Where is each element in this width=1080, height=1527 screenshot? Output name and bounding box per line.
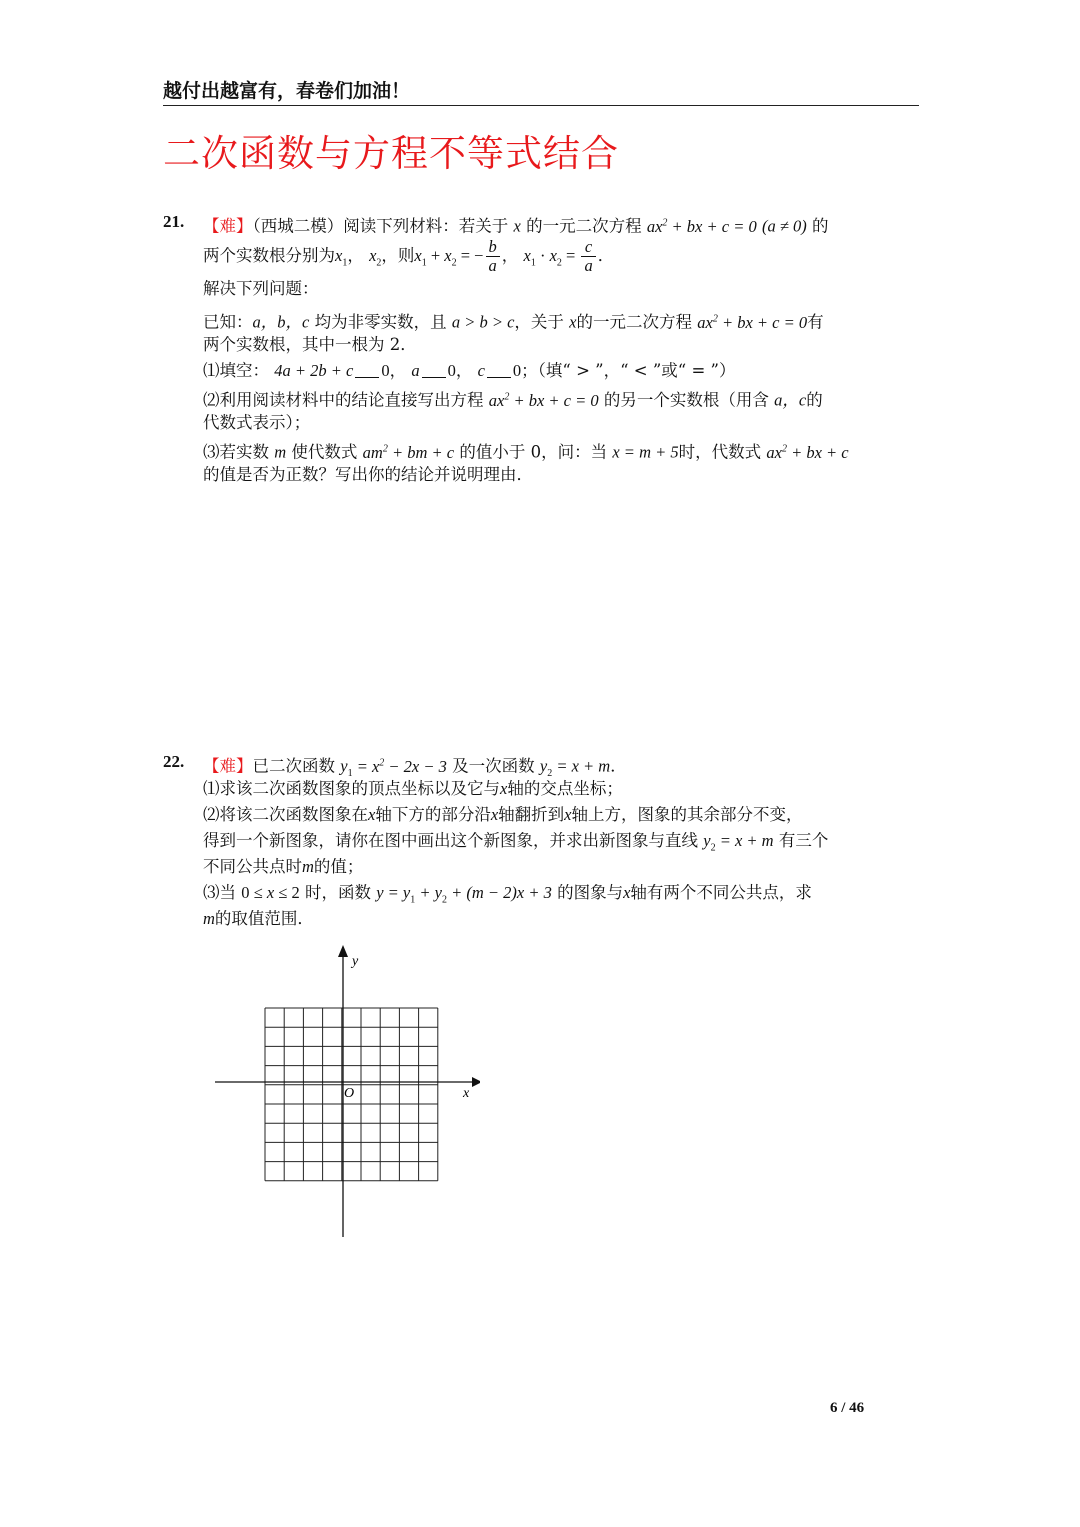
y-axis-label: y: [352, 954, 359, 969]
q22-part-2-cont: 得到一个新图象，请你在图中画出这个新图象，并求出新图象与直线 $y_2 = x + m$ 有三个: [203, 831, 829, 854]
condition: (a ≠ 0): [761, 216, 807, 236]
q22-part-2: ⑵将该二次函数图象在x轴下方的部分沿x轴翻折到x轴上方，图象的其余部分不变，: [203, 805, 803, 824]
header-rule: [163, 105, 919, 106]
x-axis-label: x: [463, 1086, 470, 1101]
text: 的另一个实数根（用含: [603, 390, 769, 410]
text: 得到一个新图象，请你在图中画出这个新图象，并求出新图象与直线: [203, 831, 698, 850]
origin-label: O: [344, 1086, 355, 1101]
text: ⑴填空：: [203, 361, 269, 380]
q22-line-1: 【难】已二次函数 $y_1 = x^2 - 2x - 3$ 及一次函数 $y_2 = x + m$．: [203, 756, 627, 779]
text: ⑶若实数: [203, 442, 269, 462]
text: 及一次函数: [452, 756, 535, 776]
text: 的一元二次方程: [526, 216, 642, 236]
text: 已知：: [203, 312, 253, 332]
y-axis-arrow-icon: [338, 945, 348, 957]
text: 阅读下列材料：若关于: [343, 216, 509, 236]
q22-part-2-cont2: 不同公共点时m的值；: [203, 857, 364, 876]
text: 时，代数式: [678, 442, 762, 462]
text: 的图象与: [557, 883, 624, 902]
q21-line-5: 两个实数根，其中一根为 2．: [203, 335, 417, 354]
question-number: 22.: [163, 752, 185, 771]
q22-part-3-cont: m的取值范围．: [203, 909, 314, 928]
text: 已二次函数: [252, 756, 335, 776]
text: 的: [806, 390, 823, 410]
answer-blank[interactable]: [355, 361, 379, 378]
q21-part-3-cont: 的值是否为正数？写出你的结论并说明理由．: [203, 465, 533, 484]
text: 轴翻折到: [498, 805, 565, 824]
text: 的值小于 0，问：当: [459, 442, 608, 462]
q22-part-3: ⑶当 0 ≤ x ≤ 2 时，函数 $y = y_1 + y_2 + (m - 2)x + 3$ 的图象与x轴有两个不同公共点，求: [203, 883, 812, 906]
text: ⑵将该二次函数图象在: [203, 805, 368, 824]
text: 轴有两个不同公共点，求: [630, 883, 812, 902]
equation: $ax^2$ + bx + c = 0: [646, 216, 757, 236]
coordinate-grid-svg: [210, 945, 480, 1245]
source-tag: （西城二模）: [252, 216, 344, 236]
text: ⑵利用阅读材料中的结论直接写出方程: [203, 390, 484, 410]
q22-part-1: ⑴求该二次函数图象的顶点坐标以及它与x轴的交点坐标；: [203, 779, 623, 798]
text: 有三个: [778, 831, 829, 850]
q21-line-4: 已知：a，b，c 均为非零实数，且 a > b > c，关于 x的一元二次方程 $ax^2$ + bx + c = 0有: [203, 312, 824, 332]
q21-part-2: ⑵利用阅读材料中的结论直接写出方程 $ax^2$ + bx + c = 0 的另一个实数根（用含 a，c的: [203, 390, 823, 410]
text: 的: [812, 216, 829, 236]
text: 不同公共点时: [203, 857, 302, 876]
q21-part-3: ⑶若实数 m 使代数式 $am^2$ + bm + c 的值小于 0，问：当 x = m + 5时，代数式 $ax^2$ + bx + c: [203, 442, 849, 462]
difficulty-tag: 【难】: [203, 756, 253, 776]
coordinate-grid-figure: [210, 945, 480, 1245]
text: 轴下方的部分沿: [375, 805, 491, 824]
text: 轴上方，图象的其余部分不变，: [571, 805, 803, 824]
q21-part-2-cont: 代数式表示）；: [203, 413, 311, 432]
text: ，则: [381, 246, 415, 265]
difficulty-tag: 【难】: [203, 216, 253, 236]
fraction-b-over-a: $\frac{b}{a}$: [486, 238, 500, 275]
text: 均为非零实数，且: [314, 312, 447, 332]
answer-blank[interactable]: [422, 361, 446, 378]
question-number: 21.: [163, 212, 185, 231]
answer-blank[interactable]: [487, 361, 511, 378]
q21-line-3: 解决下列问题：: [203, 279, 319, 298]
text: ，关于: [514, 312, 564, 332]
section-title: 二次函数与方程不等式结合: [163, 132, 619, 175]
text: 使代数式: [291, 442, 358, 462]
q21-part-1: ⑴填空： 4a + 2b + c 0， a 0， c 0；（填“ > ”，“ < ”或“ = ”）: [203, 361, 736, 380]
text: 有: [807, 312, 824, 332]
text: ⑴求该二次函数图象的顶点坐标以及它与: [203, 779, 500, 798]
text: 时，函数: [304, 883, 371, 902]
text: 两个实数根分别为: [203, 246, 335, 265]
page-number: 6 / 46: [830, 1400, 865, 1416]
text: 的一元二次方程: [576, 312, 692, 332]
text: ⑶当: [203, 883, 236, 902]
text: 轴的交点坐标；: [507, 779, 623, 798]
q21-line-1: 【难】（西城二模）阅读下列材料：若关于 x 的一元二次方程 $ax^2$ + bx + c = 0 (a ≠ 0) 的: [203, 216, 829, 236]
header-slogan: 越付出越富有，春卷们加油！: [163, 80, 411, 102]
text: （填“ > ”，“ < ”或“ = ”）: [537, 361, 736, 380]
x-axis-arrow-icon: [472, 1077, 480, 1087]
text: 的取值范围．: [214, 909, 314, 928]
q21-line-2: 两个实数根分别为$x_1$， $x_2$，则$x_1 + x_2$ = − $\frac{b}{a}$ ， $x_1 \cdot x_2$ = $\frac{c}{a}$ ．: [203, 237, 615, 275]
fraction-c-over-a: $\frac{c}{a}$: [581, 238, 595, 275]
text: 的值；: [313, 857, 364, 876]
